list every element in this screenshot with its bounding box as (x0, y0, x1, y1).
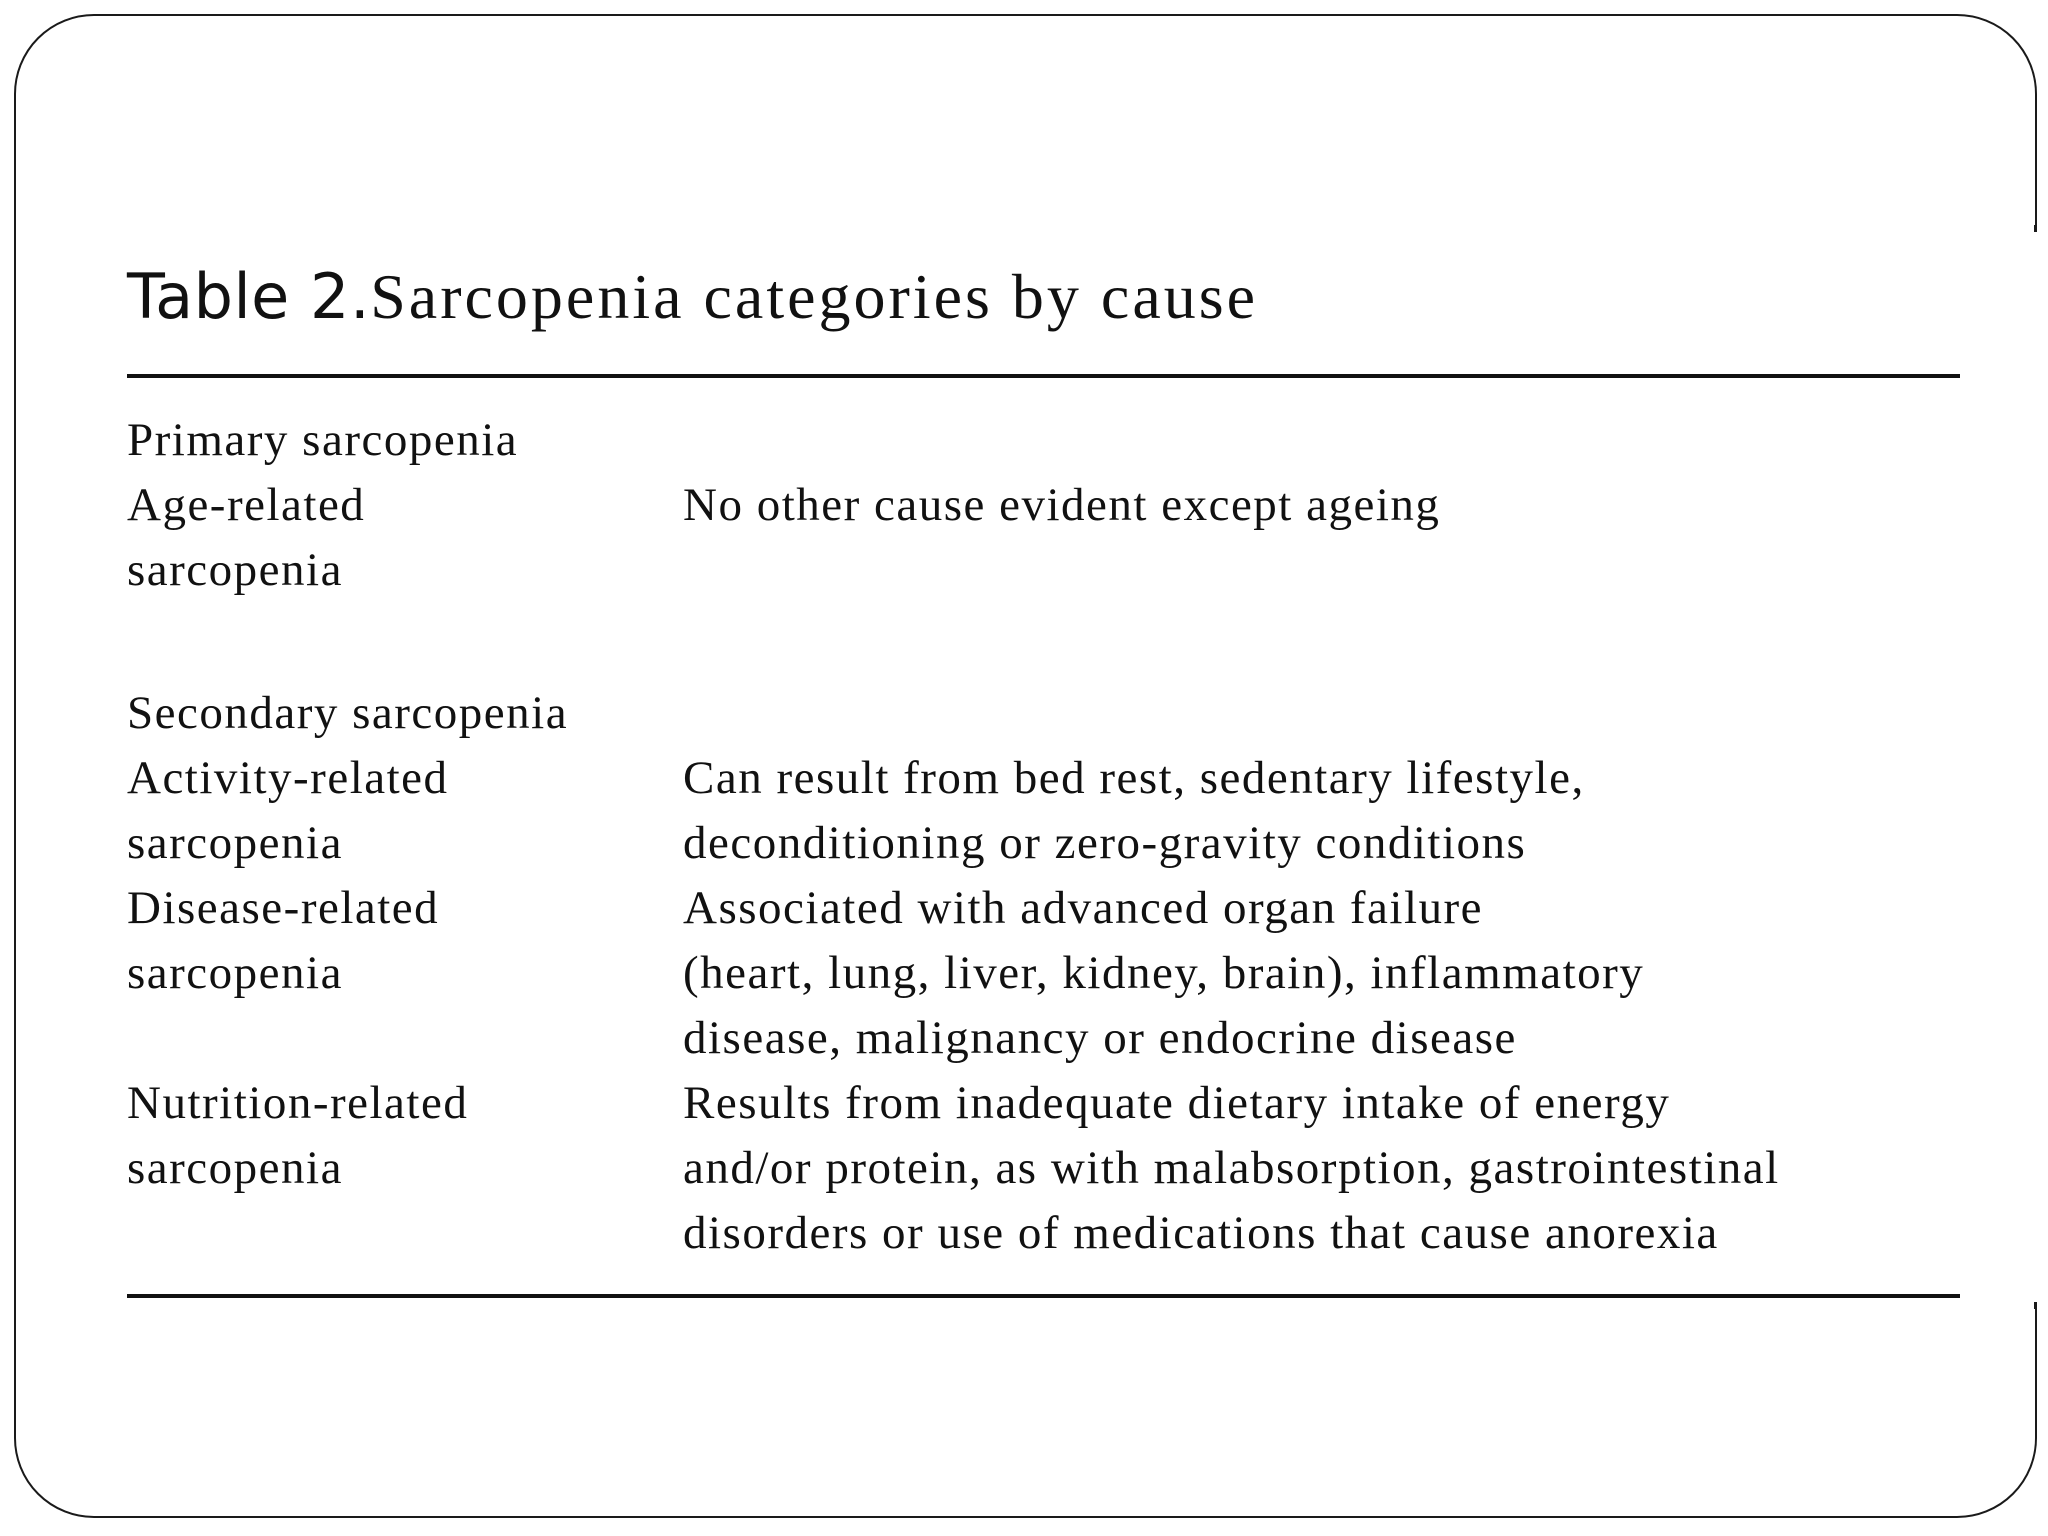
table-bottom-rule (127, 1294, 1960, 1298)
table-row (127, 1071, 1960, 1266)
row-term (127, 1071, 683, 1266)
row-term (127, 876, 683, 1071)
table-row (127, 876, 1960, 1071)
table-title-label: Table 2. (127, 260, 371, 333)
row-definition-line: Results from inadequate dietary intake of energy (683, 1077, 1671, 1129)
group-spacer (127, 603, 1960, 681)
slide-content (127, 260, 1960, 1300)
row-definition-line: disorders or use of medications that cause anorexia (683, 1207, 1719, 1259)
table-title-text: Sarcopenia categories by cause (370, 261, 1259, 332)
row-definition-line: Associated with advanced organ failure (683, 882, 1484, 934)
row-term-line: Nutrition-related (127, 1077, 469, 1129)
table-row (127, 746, 1960, 876)
group-heading-secondary: Secondary sarcopenia (127, 687, 569, 739)
row-term-line: Age-related (127, 479, 366, 531)
table-body (127, 408, 1960, 1266)
row-definition (683, 473, 1960, 603)
row-definition-line: deconditioning or zero-gravity conditions (683, 817, 1527, 869)
row-term-line: sarcopenia (127, 947, 343, 999)
slide-edge-gap (2030, 232, 2048, 1302)
row-definition-line: and/or protein, as with malabsorption, gastrointestinal (683, 1142, 1780, 1194)
row-definition-line: disease, malignancy or endocrine disease (683, 1012, 1517, 1064)
row-term (127, 473, 683, 603)
row-term-line: sarcopenia (127, 1142, 343, 1194)
row-definition-line: Can result from bed rest, sedentary lifestyle, (683, 752, 1585, 804)
row-definition-line: (heart, lung, liver, kidney, brain), inflammatory (683, 947, 1645, 999)
slide-edge-mark (2034, 1302, 2037, 1309)
row-definition (683, 1071, 1960, 1266)
group-heading-primary: Primary sarcopenia (127, 414, 519, 466)
row-definition (683, 876, 1960, 1071)
row-term-line: Activity-related (127, 752, 449, 804)
table-row (127, 473, 1960, 603)
slide-edge-mark (2034, 225, 2037, 232)
row-term (127, 746, 683, 876)
row-term-line: sarcopenia (127, 817, 343, 869)
row-term-line: Disease-related (127, 882, 440, 934)
table-top-rule (127, 374, 1960, 378)
row-definition-line: No other cause evident except ageing (683, 479, 1441, 531)
row-definition (683, 746, 1960, 876)
table-title (127, 260, 1258, 350)
row-term-line: sarcopenia (127, 544, 343, 596)
